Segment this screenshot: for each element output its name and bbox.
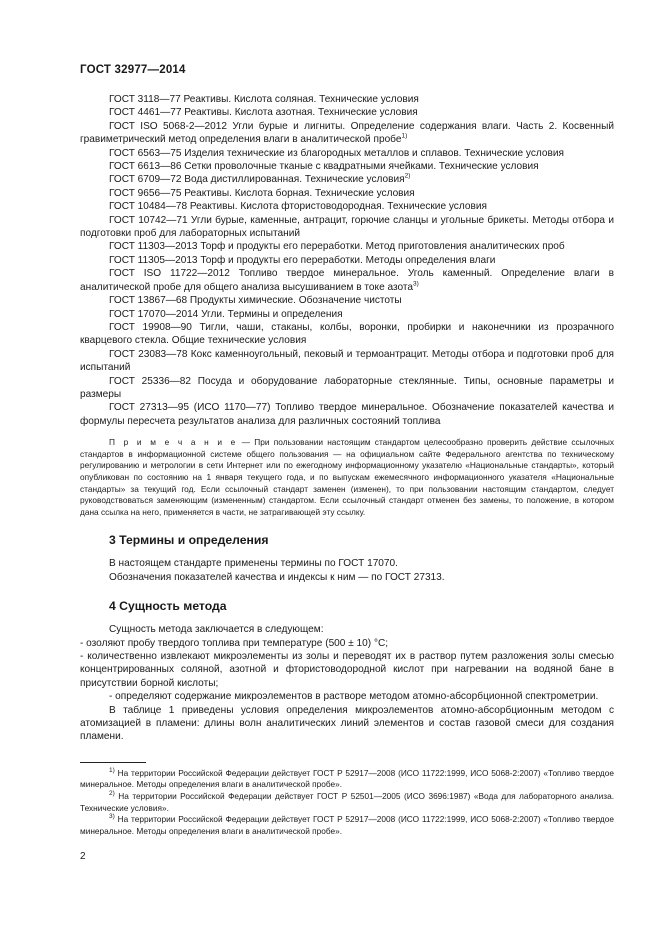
reference-item: ГОСТ 11303—2013 Торф и продукты его переработки. Метод приготовления аналитических проб: [109, 241, 565, 253]
section-4-list-item: - озоляют пробу твердого топлива при температуре (500 ± 10) °С;: [80, 637, 389, 649]
page-number: 2: [80, 851, 86, 862]
reference-item: ГОСТ 13867—68 Продукты химические. Обозначение чистоты: [109, 295, 402, 307]
reference-item: ГОСТ 25336—82 Посуда и оборудование лабораторные стеклянные. Типы, основные параметры и размеры: [80, 375, 614, 400]
reference-item: ГОСТ 27313—95 (ИСО 1170—77) Топливо твердое минеральное. Обозначение показателей качества и формулы пересчета результатов анализа для различных состояний топлива: [80, 402, 614, 427]
footnote-mark: 1): [109, 767, 115, 775]
section-4-heading: 4 Сущность метода: [109, 599, 227, 614]
section-3-heading: 3 Термины и определения: [109, 533, 269, 548]
note-label: П р и м е ч а н и е: [109, 437, 238, 448]
reference-item: ГОСТ 23083—78 Кокс каменноугольный, пековый и термоантрацит. Методы отбора и подготовки проб для испытаний: [80, 348, 614, 374]
footnote-divider: [80, 762, 146, 763]
section-4-paragraph: В таблице 1 приведены условия определения микроэлементов атомно-абсорбционным методом с атомизацией в пламени: длины волн аналитических линий элементов и состав газовой смеси для создания пламени.: [80, 704, 614, 743]
page: [80, 64, 614, 837]
reference-item: ГОСТ 17070—2014 Угли. Термины и определения: [109, 308, 343, 320]
footnote-ref[interactable]: 3): [413, 280, 419, 288]
footnote-ref[interactable]: 2): [404, 173, 411, 181]
reference-item: ГОСТ ISO 5068-2—2012 Угли бурые и лигниты. Определение содержания влаги. Часть 2. Косвенный гравиметрический метод определения влаги в аналитической пробе$^{1)}$: [80, 120, 614, 146]
footnote-ref[interactable]: 1): [401, 132, 408, 140]
document-header: ГОСТ 32977—2014: [80, 64, 186, 76]
footnote-mark: 2): [109, 790, 115, 798]
reference-item: ГОСТ 11305—2013 Торф и продукты его переработки. Методы определения влаги: [109, 254, 496, 266]
section-4-list-item: - определяют содержание микроэлементов в растворе методом атомно-абсорбционной спектрометрии.: [109, 691, 599, 703]
reference-item: ГОСТ ISO 11722—2012 Топливо твердое минеральное. Уголь каменный. Определение влаги в аналитической пробе для общего анализа высушиванием в токе азота$^{3)}$: [80, 268, 614, 293]
note-text: — При пользовании настоящим стандартом целесообразно проверить действие ссылочных стандартов в информационной системе общего пользования — на официальном сайте Федерального агентства по техническому регулированию и метрологии в сети Интернет или по ежегодному информационному указателю «Национальные стандарты», который опубликован по состоянию на 1 января текущего года, и по выпускам ежемесячного информационного указателя «Национальные стандарты» за текущий год. Если ссылочный стандарт заменен (изменен), то при пользовании настоящим стандартом, следует руководствоваться заменяющим (измененным) стандартом. Если ссылочный стандарт отменен без замены, то положение, в котором дана ссылка на него, применяется в части, не затрагивающей эту ссылку.: [80, 437, 614, 517]
reference-item: ГОСТ 4461—77 Реактивы. Кислота азотная. Технические условия: [109, 107, 418, 119]
section-4-paragraph: Сущность метода заключается в следующем:: [109, 624, 324, 636]
normative-references-list: [80, 93, 614, 428]
footnote-mark: 3): [109, 813, 115, 821]
reference-item: ГОСТ 10742—71 Угли бурые, каменные, антрацит, горючие сланцы и угольные брикеты. Методы отбора и подготовки проб для лабораторных испытаний: [80, 214, 614, 240]
note-paragraph: [80, 437, 614, 518]
section-3-paragraph: Обозначения показателей качества и индексы к ним — по ГОСТ 27313.: [109, 571, 445, 583]
reference-item: ГОСТ 3118—77 Реактивы. Кислота соляная. Технические условия: [109, 94, 419, 105]
reference-item: ГОСТ 6613—86 Сетки проволочные тканые с квадратными ячейками. Технические условия: [109, 161, 539, 173]
reference-item: ГОСТ 10484—78 Реактивы. Кислота фтористоводородная. Технические условия: [109, 201, 487, 213]
reference-item: ГОСТ 9656—75 Реактивы. Кислота борная. Технические условия: [109, 187, 415, 199]
reference-item: ГОСТ 19908—90 Тигли, чаши, стаканы, колбы, воронки, пробирки и наконечники из прозрачного кварцевого стекла. Общие технические условия: [80, 321, 614, 347]
reference-item: ГОСТ 6709—72 Вода дистиллированная. Технические условия$^{2)}$: [109, 173, 411, 186]
footnote: $^{2)}$ На территории Российской Федерации действует ГОСТ Р 52501—2005 (ИСО 3696:1987) «Вода для лабораторного анализа. Технические условия».: [80, 790, 614, 813]
section-3-paragraph: В настоящем стандарте применены термины по ГОСТ 17070.: [109, 558, 398, 570]
footnote: $^{1)}$ На территории Российской Федерации действует ГОСТ Р 52917—2008 (ИСО 11722:1999, ИСО 5068-2:2007) «Топливо твердое минеральное. Методы определения влаги в аналитической пробе».: [80, 767, 614, 790]
reference-item: ГОСТ 6563—75 Изделия технические из благородных металлов и сплавов. Технические условия: [109, 147, 564, 159]
section-4-list-item: - количественно извлекают микроэлементы из золы и переводят их в раствор путем разложения золы смесью концентрированных соляной, азотной и фтористоводородной кислот при нагревании на водяной бане в присутствии борной кислоты;: [80, 650, 614, 689]
footnote: $^{3)}$ На территории Российской Федерации действует ГОСТ Р 52917—2008 (ИСО 11722:1999, ИСО 5068-2:2007) «Топливо твердое минеральное. Методы определения влаги в аналитической пробе».: [80, 813, 614, 836]
